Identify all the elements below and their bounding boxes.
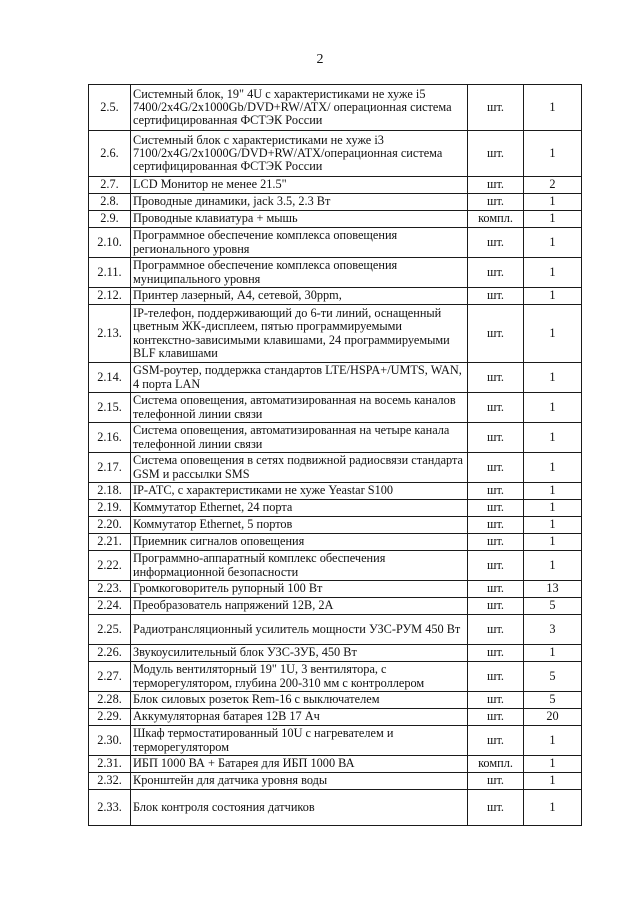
row-number: 2.27. — [89, 662, 131, 692]
row-number: 2.28. — [89, 692, 131, 709]
item-quantity: 1 — [524, 393, 582, 423]
table-row — [89, 194, 582, 211]
item-quantity: 20 — [524, 709, 582, 726]
item-unit: шт. — [468, 773, 524, 790]
item-name: Кронштейн для датчика уровня воды — [131, 773, 468, 790]
item-unit: шт. — [468, 363, 524, 393]
item-name: Радиотрансляционный усилитель мощности УЗС-РУМ 450 Вт — [131, 615, 468, 645]
item-quantity: 1 — [524, 500, 582, 517]
table-row — [89, 423, 582, 453]
row-number: 2.32. — [89, 773, 131, 790]
item-name: IP-АТС, с характеристиками не хуже Yeastar S100 — [131, 483, 468, 500]
item-name: ИБП 1000 ВА + Батарея для ИБП 1000 ВА — [131, 756, 468, 773]
table-row — [89, 288, 582, 305]
row-number: 2.31. — [89, 756, 131, 773]
row-number: 2.13. — [89, 305, 131, 363]
row-number: 2.6. — [89, 131, 131, 177]
item-quantity: 1 — [524, 228, 582, 258]
item-name: Приемник сигналов оповещения — [131, 534, 468, 551]
item-name: Программно-аппаратный комплекс обеспечения информационной безопасности — [131, 551, 468, 581]
item-quantity: 1 — [524, 534, 582, 551]
row-number: 2.11. — [89, 258, 131, 288]
item-name: IP-телефон, поддерживающий до 6-ти линий, оснащенный цветным ЖК-дисплеем, пятью программируемыми контекстно-зависимыми клавишами, 24 программируемыми BLF клавишами — [131, 305, 468, 363]
item-quantity: 1 — [524, 517, 582, 534]
item-quantity: 5 — [524, 692, 582, 709]
item-quantity: 1 — [524, 551, 582, 581]
item-name: Аккумуляторная батарея 12В 17 Ач — [131, 709, 468, 726]
item-quantity: 1 — [524, 453, 582, 483]
row-number: 2.10. — [89, 228, 131, 258]
item-unit: шт. — [468, 393, 524, 423]
row-number: 2.12. — [89, 288, 131, 305]
item-quantity: 1 — [524, 773, 582, 790]
item-quantity: 1 — [524, 645, 582, 662]
item-name: Системный блок с характеристиками не хуже i3 7100/2x4G/2x1000G/DVD+RW/ATX/операционная система сертифицированная ФСТЭК России — [131, 131, 468, 177]
item-unit: шт. — [468, 581, 524, 598]
item-unit: шт. — [468, 194, 524, 211]
row-number: 2.29. — [89, 709, 131, 726]
item-unit: шт. — [468, 598, 524, 615]
item-unit: шт. — [468, 534, 524, 551]
table-row — [89, 363, 582, 393]
item-unit: шт. — [468, 645, 524, 662]
table-row — [89, 258, 582, 288]
row-number: 2.23. — [89, 581, 131, 598]
table-row — [89, 85, 582, 131]
row-number: 2.30. — [89, 726, 131, 756]
table-row — [89, 790, 582, 826]
item-quantity: 1 — [524, 305, 582, 363]
table-row — [89, 500, 582, 517]
table-row — [89, 726, 582, 756]
item-name: Система оповещения в сетях подвижной радиосвязи стандарта GSM и рассылки SMS — [131, 453, 468, 483]
item-quantity: 2 — [524, 177, 582, 194]
table-row — [89, 773, 582, 790]
item-unit: шт. — [468, 85, 524, 131]
item-unit: шт. — [468, 662, 524, 692]
item-name: Программное обеспечение комплекса оповещения муниципального уровня — [131, 258, 468, 288]
item-unit: шт. — [468, 500, 524, 517]
table-row — [89, 598, 582, 615]
equipment-table — [88, 84, 582, 826]
item-name: Громкоговоритель рупорный 100 Вт — [131, 581, 468, 598]
row-number: 2.8. — [89, 194, 131, 211]
item-unit: компл. — [468, 756, 524, 773]
item-quantity: 1 — [524, 288, 582, 305]
row-number: 2.7. — [89, 177, 131, 194]
item-unit: шт. — [468, 709, 524, 726]
table-row — [89, 177, 582, 194]
item-name: Блок силовых розеток Rem-16 с выключателем — [131, 692, 468, 709]
table-row — [89, 615, 582, 645]
row-number: 2.16. — [89, 423, 131, 453]
item-unit: шт. — [468, 131, 524, 177]
item-name: Блок контроля состояния датчиков — [131, 790, 468, 826]
item-unit: шт. — [468, 726, 524, 756]
item-unit: компл. — [468, 211, 524, 228]
item-unit: шт. — [468, 615, 524, 645]
item-quantity: 1 — [524, 483, 582, 500]
row-number: 2.9. — [89, 211, 131, 228]
item-name: Проводные динамики, jack 3.5, 2.3 Вт — [131, 194, 468, 211]
item-unit: шт. — [468, 453, 524, 483]
row-number: 2.22. — [89, 551, 131, 581]
item-unit: шт. — [468, 551, 524, 581]
table-row — [89, 692, 582, 709]
item-unit: шт. — [468, 258, 524, 288]
item-quantity: 1 — [524, 258, 582, 288]
row-number: 2.15. — [89, 393, 131, 423]
table-row — [89, 517, 582, 534]
item-quantity: 13 — [524, 581, 582, 598]
item-unit: шт. — [468, 517, 524, 534]
item-quantity: 1 — [524, 211, 582, 228]
item-name: Преобразователь напряжений 12В, 2А — [131, 598, 468, 615]
table-row — [89, 305, 582, 363]
row-number: 2.26. — [89, 645, 131, 662]
row-number: 2.24. — [89, 598, 131, 615]
item-quantity: 1 — [524, 85, 582, 131]
table-row — [89, 662, 582, 692]
table-row — [89, 551, 582, 581]
row-number: 2.19. — [89, 500, 131, 517]
row-number: 2.5. — [89, 85, 131, 131]
table-row — [89, 756, 582, 773]
item-unit: шт. — [468, 228, 524, 258]
row-number: 2.20. — [89, 517, 131, 534]
item-quantity: 1 — [524, 131, 582, 177]
item-name: Система оповещения, автоматизированная на четыре канала телефонной линии связи — [131, 423, 468, 453]
item-quantity: 5 — [524, 598, 582, 615]
page-number: 2 — [316, 52, 324, 67]
row-number: 2.14. — [89, 363, 131, 393]
table-row — [89, 393, 582, 423]
table-row — [89, 131, 582, 177]
item-name: Программное обеспечение комплекса оповещения регионального уровня — [131, 228, 468, 258]
table-row — [89, 228, 582, 258]
item-name: Проводные клавиатура + мышь — [131, 211, 468, 228]
item-quantity: 1 — [524, 194, 582, 211]
row-number: 2.25. — [89, 615, 131, 645]
item-unit: шт. — [468, 288, 524, 305]
table-row — [89, 211, 582, 228]
item-quantity: 5 — [524, 662, 582, 692]
item-name: GSM-роутер, поддержка стандартов LTE/HSPA+/UMTS, WAN, 4 порта LAN — [131, 363, 468, 393]
table-row — [89, 709, 582, 726]
item-quantity: 1 — [524, 756, 582, 773]
item-quantity: 1 — [524, 363, 582, 393]
item-quantity: 3 — [524, 615, 582, 645]
item-name: Коммутатор Ethernet, 5 портов — [131, 517, 468, 534]
item-name: Система оповещения, автоматизированная на восемь каналов телефонной линии связи — [131, 393, 468, 423]
table-row — [89, 645, 582, 662]
table-row — [89, 581, 582, 598]
row-number: 2.18. — [89, 483, 131, 500]
row-number: 2.17. — [89, 453, 131, 483]
item-name: Принтер лазерный, А4, сетевой, 30ppm, — [131, 288, 468, 305]
table-row — [89, 534, 582, 551]
item-quantity: 1 — [524, 423, 582, 453]
table-row — [89, 453, 582, 483]
item-name: Шкаф термостатированный 10U с нагревателем и терморегулятором — [131, 726, 468, 756]
item-unit: шт. — [468, 790, 524, 826]
item-name: LCD Монитор не менее 21.5" — [131, 177, 468, 194]
table-row — [89, 483, 582, 500]
row-number: 2.21. — [89, 534, 131, 551]
item-unit: шт. — [468, 692, 524, 709]
row-number: 2.33. — [89, 790, 131, 826]
item-unit: шт. — [468, 177, 524, 194]
item-unit: шт. — [468, 483, 524, 500]
item-quantity: 1 — [524, 726, 582, 756]
item-name: Модуль вентиляторный 19" 1U, 3 вентилятора, с терморегулятором, глубина 200-310 мм с контроллером — [131, 662, 468, 692]
item-name: Системный блок, 19" 4U с характеристиками не хуже i5 7400/2x4G/2x1000Gb/DVD+RW/ATX/ операционная система сертифицированная ФСТЭК России — [131, 85, 468, 131]
item-name: Звукоусилительный блок УЗС-ЗУБ, 450 Вт — [131, 645, 468, 662]
item-name: Коммутатор Ethernet, 24 порта — [131, 500, 468, 517]
item-unit: шт. — [468, 423, 524, 453]
item-quantity: 1 — [524, 790, 582, 826]
item-unit: шт. — [468, 305, 524, 363]
